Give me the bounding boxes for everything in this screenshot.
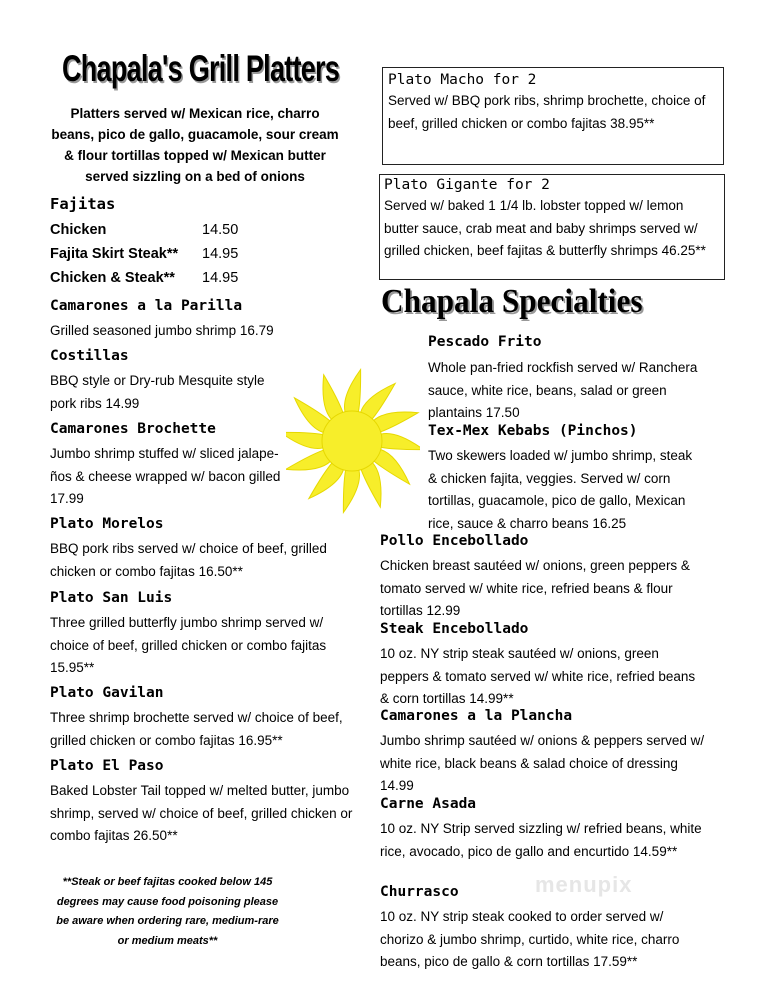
item-name: Camarones Brochette [50,421,216,437]
item-desc: Baked Lobster Tail topped w/ melted butter, jumbo shrimp, served w/ choice of beef, grilled chicken or combo fajitas 26.50** [50,783,353,843]
item-desc: Jumbo shrimp stuffed w/ sliced jalape-ños & cheese wrapped w/ bacon gilled 17.99 [50,446,281,506]
item-name: Plato Gavilan [50,685,164,701]
item-desc: 10 oz. NY Strip served sizzling w/ refried beans, white rice, avocado, pico de gallo and encurtido 14.59** [380,821,702,859]
fajitas-list [50,218,270,290]
specialties-title: Chapala Specialties [381,283,643,320]
item-name: Camarones a la Plancha [380,708,573,724]
watermark: menupix [535,872,633,897]
platters-title: Chapala's Grill Platters [62,48,340,89]
item-desc: BBQ style or Dry-rub Mesquite style pork ribs 14.99 [50,373,265,411]
item-desc: Jumbo shrimp sautéed w/ onions & peppers served w/ white rice, black beans & salad choice of dressing 14.99 [380,733,705,793]
box-title: Plato Gigante for 2 [384,177,550,193]
item-name: Plato El Paso [50,758,164,774]
item-name: Churrasco [380,884,459,900]
item-desc: 10 oz. NY strip steak sautéed w/ onions, green peppers & tomato served w/ white rice, refried beans & corn tortillas 14.99** [380,646,696,706]
item-name: Plato San Luis [50,590,173,606]
item-name: Plato Morelos [50,516,164,532]
item-name: Pescado Frito [428,334,542,350]
item-desc: Grilled seasoned jumbo shrimp 16.79 [50,323,274,338]
sun-ray [344,370,360,416]
box-title: Plato Macho for 2 [388,72,537,88]
fajita-row: Fajita Skirt Steak** 14.95 [50,246,239,262]
item-desc: Chicken breast sautéed w/ onions, green peppers & tomato served w/ white rice, refried beans & flour tortillas 12.99 [380,558,690,618]
item-desc: 10 oz. NY strip steak cooked to order served w/ chorizo & jumbo shrimp, curtido, white rice, charro beans, pico de gallo & corn tortillas 17.59** [380,909,680,969]
box-desc: Served w/ BBQ pork ribs, shrimp brochette, choice of beef, grilled chicken or combo fajitas 38.95** [388,93,706,131]
item-desc: Whole pan-fried rockfish served w/ Ranchera sauce, white rice, beans, salad or green plantains 17.50 [428,360,698,420]
item-name: Pollo Encebollado [380,533,529,549]
item-desc: Three shrimp brochette served w/ choice of beef, grilled chicken or combo fajitas 16.95** [50,710,343,748]
fajita-row: Chicken 14.50 [50,222,239,238]
food-safety-note: **Steak or beef fajitas cooked below 145 degrees may cause food poisoning please be aware when ordering rare, medium-rare or medium meats** [56,876,279,947]
plato-macho-box [382,67,724,165]
sun-ray [377,433,420,449]
sun-ray [286,432,327,448]
item-desc: Three grilled butterfly jumbo shrimp served w/ choice of beef, grilled chicken or combo fajitas 15.95** [50,615,327,675]
item-name: Costillas [50,348,129,364]
box-desc: Served w/ baked 1 1/4 lb. lobster topped w/ lemon butter sauce, crab meat and baby shrimps served w/ grilled chicken, beef fajitas & butterfly shrimps 46.25** [384,198,706,258]
sun-icon [286,365,420,515]
fajitas-heading: Fajitas [50,195,116,213]
item-name: Camarones a la Parilla [50,298,243,314]
item-name: Tex-Mex Kebabs (Pinchos) [428,423,638,439]
platters-intro: Platters served w/ Mexican rice, charro beans, pico de gallo, guacamole, sour cream & flour tortillas topped w/ Mexican butter served sizzling on a bed of onions [51,106,339,184]
plato-gigante-box [379,174,725,280]
sun-ray [343,466,359,512]
fajita-row: Chicken & Steak** 14.95 [50,270,239,286]
item-name: Steak Encebollado [380,621,529,637]
item-desc: BBQ pork ribs served w/ choice of beef, grilled chicken or combo fajitas 16.50** [50,541,327,579]
item-desc: Two skewers loaded w/ jumbo shrimp, steak & chicken fajita, veggies. Served w/ corn tortillas, guacamole, pico de gallo, Mexican rice, sauce & charro beans 16.25 [428,448,693,531]
item-name: Carne Asada [380,796,477,812]
